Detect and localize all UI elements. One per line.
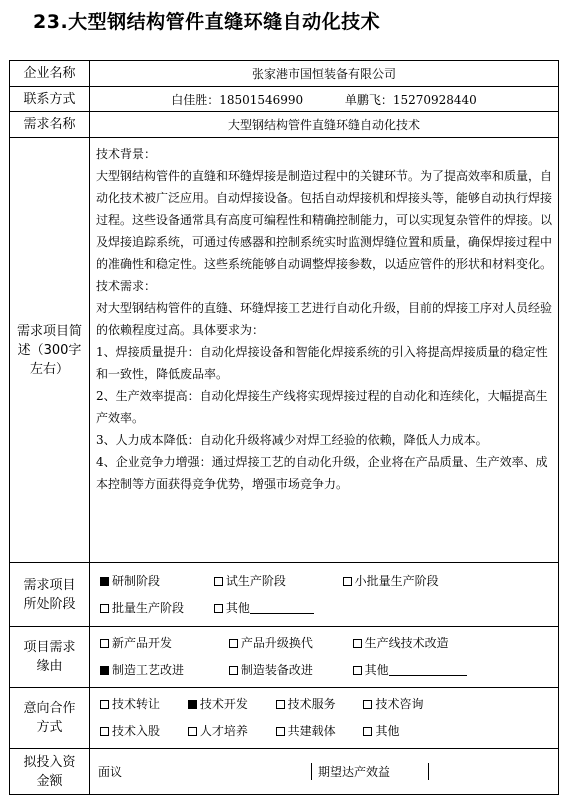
description-row xyxy=(10,138,559,563)
coop-option-service[interactable]: 技术服务 xyxy=(276,691,360,718)
checkbox[interactable] xyxy=(276,700,285,709)
description-paragraph: 对大型钢结构管件的直缝、环缝焊接工艺进行自动化升级，目前的焊接工序对人员经验的依赖程度过高。具体要求为： xyxy=(96,301,553,337)
checkbox[interactable] xyxy=(343,577,352,586)
description-paragraph: 3、人力成本降低：自动化升级将减少对焊工经验的依赖，降低人力成本。 xyxy=(96,433,488,447)
origin-other-blank[interactable] xyxy=(389,675,467,676)
checkbox[interactable] xyxy=(353,666,362,675)
stage-label: 需求项目所处阶段 xyxy=(10,563,90,627)
checkbox[interactable] xyxy=(100,639,109,648)
contact-value xyxy=(90,87,559,112)
company-row xyxy=(10,61,559,87)
checkbox[interactable] xyxy=(214,604,223,613)
checkbox[interactable] xyxy=(100,577,109,586)
origin-option-process[interactable]: 制造工艺改进 xyxy=(100,657,225,684)
stage-option-other[interactable]: 其他 xyxy=(214,595,314,622)
checkbox[interactable] xyxy=(100,666,109,675)
investment-row xyxy=(10,749,559,795)
origin-option-new-product[interactable]: 新产品开发 xyxy=(100,630,225,657)
checkbox[interactable] xyxy=(363,727,372,736)
demand-form-table xyxy=(9,60,559,795)
contact-person-2: 单鹏飞：15270928440 xyxy=(344,92,477,107)
origin-label: 项目需求缘由 xyxy=(10,627,90,688)
description-label: 需求项目简述（300字左右） xyxy=(10,138,90,563)
cooperation-row xyxy=(10,688,559,749)
coop-option-training[interactable]: 人才培养 xyxy=(188,718,272,745)
contact-row xyxy=(10,87,559,112)
benefit-value[interactable] xyxy=(429,763,559,780)
coop-option-other[interactable]: 其他 xyxy=(363,718,399,745)
coop-option-joint-platform[interactable]: 共建载体 xyxy=(276,718,360,745)
stage-option-research[interactable]: 研制阶段 xyxy=(100,568,210,595)
cooperation-label: 意向合作方式 xyxy=(10,688,90,749)
stage-options xyxy=(90,563,559,627)
origin-options xyxy=(90,627,559,688)
origin-option-upgrade[interactable]: 产品升级换代 xyxy=(229,630,349,657)
description-paragraph: 2、生产效率提高：自动化焊接生产线将实现焊接过程的自动化和连续化，大幅提高生产效率。 xyxy=(96,389,548,425)
description-paragraph: 技术需求： xyxy=(96,279,157,293)
contact-person-1: 白佳胜：18501546990 xyxy=(171,92,304,107)
company-label: 企业名称 xyxy=(10,61,90,87)
stage-option-batch[interactable]: 批量生产阶段 xyxy=(100,595,210,622)
checkbox[interactable] xyxy=(100,700,109,709)
cooperation-options xyxy=(90,688,559,749)
checkbox[interactable] xyxy=(214,577,223,586)
description-paragraph: 技术背景： xyxy=(96,147,157,161)
stage-option-trial[interactable]: 试生产阶段 xyxy=(214,568,339,595)
description-paragraph: 大型钢结构管件的直缝和环缝焊接是制造过程中的关键环节。为了提高效率和质量，自动化技术被广泛应用。自动焊接设备。包括自动焊接机和焊接头等，能够自动执行焊接过程。这些设备通常具有高度可编程性和精确控制能力，可以实现复杂管件的焊接。以及焊接追踪系统，可通过传感器和控制系统实时监测焊缝位置和质量，确保焊接过程中的准确性和稳定性。这些系统能够自动调整焊接参数，以适应管件的形状和材料变化。 xyxy=(96,169,553,271)
checkbox[interactable] xyxy=(229,639,238,648)
demand-name-row xyxy=(10,112,559,138)
description-body xyxy=(90,138,559,563)
stage-option-small-batch[interactable]: 小批量生产阶段 xyxy=(343,568,439,595)
coop-option-transfer[interactable]: 技术转让 xyxy=(100,691,184,718)
demand-name-value: 大型钢结构管件直缝环缝自动化技术 xyxy=(90,112,559,138)
checkbox[interactable] xyxy=(229,666,238,675)
company-value: 张家港市国恒装备有限公司 xyxy=(90,61,559,87)
page-title: 23.大型钢结构管件直缝环缝自动化技术 xyxy=(33,11,381,33)
investment-label: 拟投入资金额 xyxy=(10,749,90,795)
stage-other-blank[interactable] xyxy=(250,613,314,614)
origin-option-line-retrofit[interactable]: 生产线技术改造 xyxy=(353,630,449,657)
investment-cell xyxy=(90,749,559,795)
stage-row xyxy=(10,563,559,627)
investment-value: 面议 xyxy=(90,763,312,780)
checkbox[interactable] xyxy=(276,727,285,736)
checkbox[interactable] xyxy=(100,604,109,613)
coop-option-equity[interactable]: 技术入股 xyxy=(100,718,184,745)
origin-row xyxy=(10,627,559,688)
coop-option-development[interactable]: 技术开发 xyxy=(188,691,272,718)
description-paragraph: 4、企业竞争力增强：通过焊接工艺的自动化升级，企业将在产品质量、生产效率、成本控制等方面获得竞争优势，增强市场竞争力。 xyxy=(96,455,548,491)
checkbox[interactable] xyxy=(188,700,197,709)
origin-option-other[interactable]: 其他 xyxy=(353,657,467,684)
benefit-label: 期望达产效益 xyxy=(312,763,429,780)
checkbox[interactable] xyxy=(100,727,109,736)
contact-label: 联系方式 xyxy=(10,87,90,112)
coop-option-consulting[interactable]: 技术咨询 xyxy=(363,691,423,718)
origin-option-equipment[interactable]: 制造装备改进 xyxy=(229,657,349,684)
checkbox[interactable] xyxy=(188,727,197,736)
investment-inner-table xyxy=(90,763,558,780)
checkbox[interactable] xyxy=(353,639,362,648)
demand-name-label: 需求名称 xyxy=(10,112,90,138)
description-paragraph: 1、焊接质量提升：自动化焊接设备和智能化焊接系统的引入将提高焊接质量的稳定性和一致性，降低废品率。 xyxy=(96,345,548,381)
checkbox[interactable] xyxy=(363,700,372,709)
